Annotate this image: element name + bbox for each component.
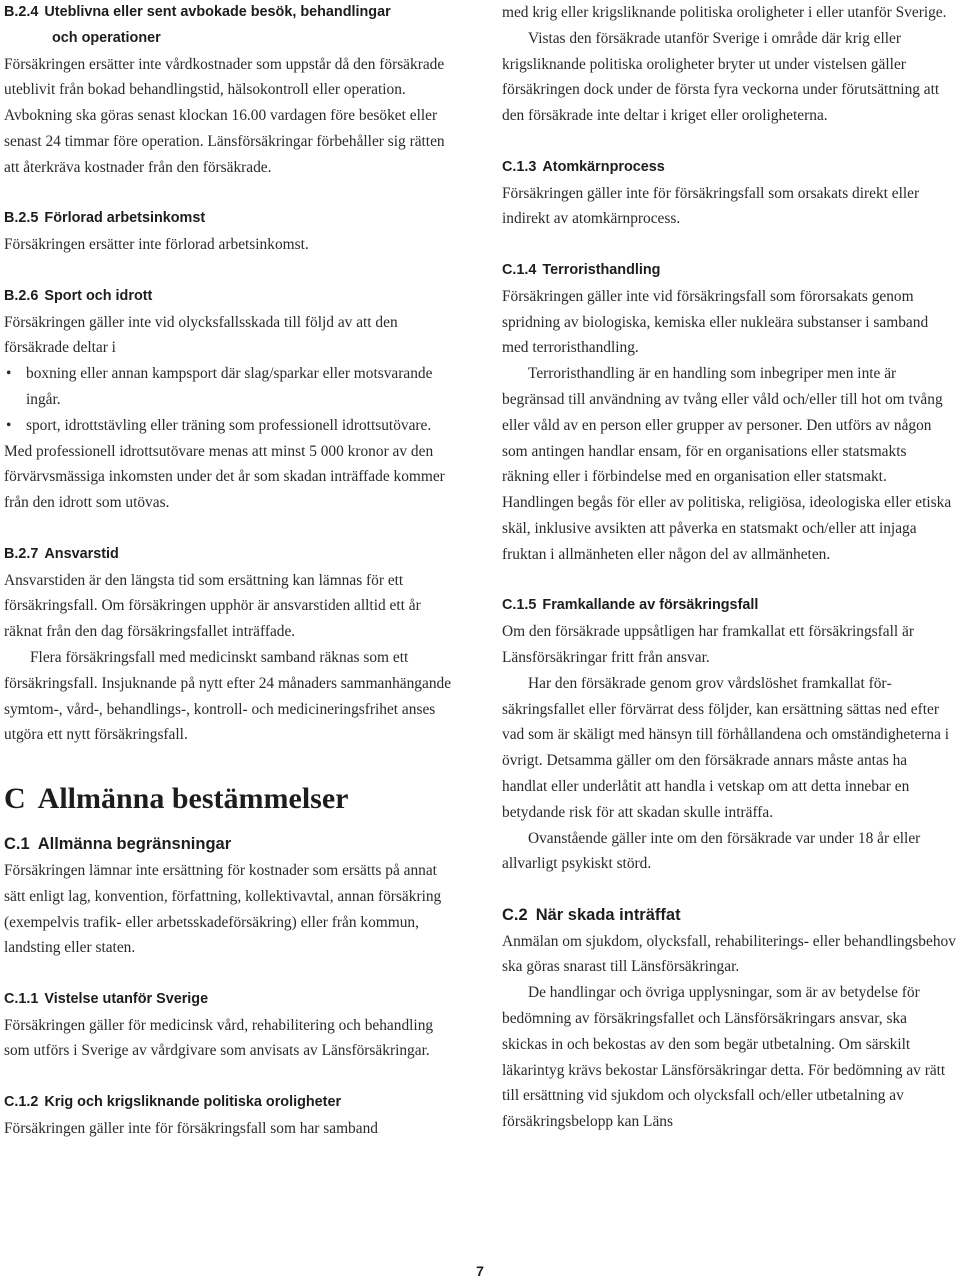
section-heading <box>502 155 956 181</box>
section-title: Framkallande av försäkringsfall <box>542 597 759 614</box>
section-heading <box>502 903 956 929</box>
section-c2 <box>502 903 956 1135</box>
bullet-mark: • <box>6 365 12 383</box>
section-title: När skada inträffat <box>535 905 681 924</box>
section-number: C.1.1 <box>4 990 39 1007</box>
section-number: B.2.5 <box>4 210 39 227</box>
section-body: Om den försäkrade uppsåtligen har framkallat ett försäkringsfall är Länsförsäkringar fritt från ansvar. <box>502 623 914 666</box>
left-column <box>4 0 454 1142</box>
section-body: Försäkringen ersätter inte vårdkostnader som uppstår då den försäkrade uteblivit från bokad behandlingstid, hälsokontroll eller operation. Avbokning ska göras senast klockan 16.00 vardagen före besöket eller senast 24 timmar före operation. Länsförsäkringar förbehåller sig rätten att återkräva kostnader från den försäkrade. <box>4 55 445 176</box>
section-body: Ansvarstiden är den längsta tid som ersättning kan lämnas för ett försäkringsfall. Om försäkringen upphör är ansvarstiden alltid ett år räknat från den dag försäkringsfallet inträffade. <box>4 571 421 641</box>
section-heading <box>4 206 454 232</box>
section-heading <box>502 258 956 284</box>
section-body: Försäkringen gäller för medicinsk vård, rehabilitering och behandling som utförs i Sverige av vårdgivare som anvisats av Länsförsäkringar. <box>4 1016 434 1060</box>
section-c11 <box>4 987 454 1064</box>
section-c1 <box>4 832 454 961</box>
right-column <box>502 0 956 1135</box>
section-c12-continued <box>502 0 956 129</box>
section-title-continued: och operationer <box>52 29 161 46</box>
section-number: C.1.2 <box>4 1094 39 1111</box>
list-item-text: boxning eller annan kampsport där slag/sparkar eller motsvarande ingår. <box>26 365 433 408</box>
section-heading <box>502 593 956 619</box>
section-body: De handlingar och övriga upplysningar, som är av betydelse för bedömning av försäkringsfallet och Länsförsäkringars ansvar, ska skickas in och bekostas av den som begär utbetalning. Om särskilt läkarintyg krävs bekostar Länsförsäkringar detta. För bedömning av rätt till ersättning vid sjukdom och olycksfall och/eller utbetalning av försäkringsbelopp kan Läns <box>502 984 946 1131</box>
list-item <box>4 361 454 413</box>
section-heading <box>4 1090 454 1116</box>
section-body: Anmälan om sjukdom, olycksfall, rehabiliterings- eller behandlingsbehov ska göras snarast till Länsförsäkringar. <box>502 932 956 976</box>
section-title: Uteblivna eller sent avbokade besök, behandlingar <box>44 4 391 20</box>
section-c15 <box>502 593 956 877</box>
list-item-text: sport, idrottstävling eller träning som professionell idrottsutövare. <box>26 416 432 434</box>
section-title: Krig och krigsliknande politiska oroligheter <box>44 1094 342 1111</box>
section-intro: Försäkringen gäller inte vid olycksfallsskada till följd av att den försäkrade deltar i <box>4 313 398 357</box>
section-title: Terroristhandling <box>542 261 661 278</box>
section-body: Försäkringen gäller inte för försäkringsfall som orsakats direkt eller indirekt av atomkärnprocess. <box>502 184 920 228</box>
section-title: Allmänna begränsningar <box>37 835 232 854</box>
section-b26 <box>4 284 454 516</box>
section-heading <box>4 987 454 1013</box>
list-item <box>4 413 454 439</box>
section-heading <box>4 284 454 310</box>
section-body: Flera försäkringsfall med medicinskt samband räknas som ett försäkringsfall. Insjuknande på nytt efter 24 månaders sammanhängande symtom-, vård-, behandlings-, kontroll- och medicineringsfrihet anses utgöra ett nytt försäkringsfall. <box>4 648 452 744</box>
section-title: Vistelse utanför Sverige <box>44 990 209 1007</box>
section-body: Försäkringen ersätter inte förlorad arbetsinkomst. <box>4 236 309 254</box>
section-number: B.2.4 <box>4 4 39 20</box>
section-number: B.2.6 <box>4 287 39 304</box>
section-body: Med professionell idrottsutövare menas att minst 5 000 kronor av den förvärvsmässiga inkomsten under det år som skadan inträffade kommer från den idrott som utövas. <box>4 442 445 512</box>
section-number: C.2 <box>502 905 528 924</box>
section-body: med krig eller krigsliknande politiska oroligheter i eller utanför Sverige. <box>502 4 947 21</box>
section-body: Försäkringen gäller inte för försäkringsfall som har samband <box>4 1119 378 1137</box>
section-body: Försäkringen lämnar inte ersättning för kostnader som ersätts på annat sätt enligt lag, konvention, författning, kollektivavtal, annan försäkring (exempelvis trafik- eller arbetsskadeförsäkring) eller från kommun, landsting eller staten. <box>4 861 442 957</box>
section-body: Ovanstående gäller inte om den försäkrade var under 18 år eller allvarligt psykiskt störd. <box>502 829 921 873</box>
section-heading <box>4 542 454 568</box>
section-b25 <box>4 206 454 258</box>
section-body: Försäkringen gäller inte vid försäkringsfall som förorsakats genom spridning av biologiska, kemiska eller nukleära substanser i samband med terroristhandling. <box>502 287 929 357</box>
section-number: C.1.3 <box>502 158 537 175</box>
section-title: Atomkärnprocess <box>542 158 665 175</box>
section-number: C.1.5 <box>502 597 537 614</box>
section-c13 <box>502 155 956 232</box>
section-b24 <box>4 0 454 181</box>
section-number: C.1 <box>4 835 30 854</box>
section-number: B.2.7 <box>4 545 39 562</box>
section-heading <box>4 832 454 858</box>
chapter-letter: C <box>4 782 26 816</box>
bullet-list <box>4 361 454 438</box>
section-b27 <box>4 542 454 748</box>
section-title: Ansvarstid <box>44 545 119 562</box>
bullet-mark: • <box>6 416 12 434</box>
section-number: C.1.4 <box>502 261 537 278</box>
chapter-heading <box>4 780 454 818</box>
section-c14 <box>502 258 956 568</box>
chapter-title: Allmänna bestämmelser <box>37 782 349 816</box>
section-body: Vistas den försäkrade utanför Sverige i område där krig eller krigsliknande politiska oroligheter bryter ut under vistelsen gäller försäkringen dock under de första fyra veckorna under förutsättning att den försäkrade inte deltar i kriget eller oroligheterna. <box>502 29 940 125</box>
page-number: 7 <box>476 1263 484 1279</box>
section-title: Förlorad arbetsinkomst <box>44 210 206 227</box>
section-c12 <box>4 1090 454 1142</box>
section-body: Terroristhandling är en handling som inbegriper men inte är begränsad till användning av tvång eller våld och/eller till hot om tvång eller våld av en person eller grupper av personer. Den utförs av någon som antingen handlar ensam, för en organisations eller statsmakts räkning eller i förbindelse med en organisation eller statsmakt. Handlingen begås för eller av politiska, religiösa, ideologiska eller etiska skäl, inklusive avsikten att påverka en statsmakt och/eller att injaga fruktan i allmänheten eller någon del av allmänheten. <box>502 365 952 563</box>
section-body: Har den försäkrade genom grov vårdslöshet framkallat försäkringsfallet eller förvärrat dess följder, kan ersättning sättas ned efter vad som är skäligt med hänsyn till förhållandena och omständigheterna i övrigt. Detsamma gäller om den försäkrade annars måste antas ha handlat eller underlåtit att handla i vetskap om att detta innebar en betydande risk för att skadan skulle inträffa. <box>502 674 950 821</box>
section-title: Sport och idrott <box>44 287 153 304</box>
section-heading <box>4 0 454 52</box>
